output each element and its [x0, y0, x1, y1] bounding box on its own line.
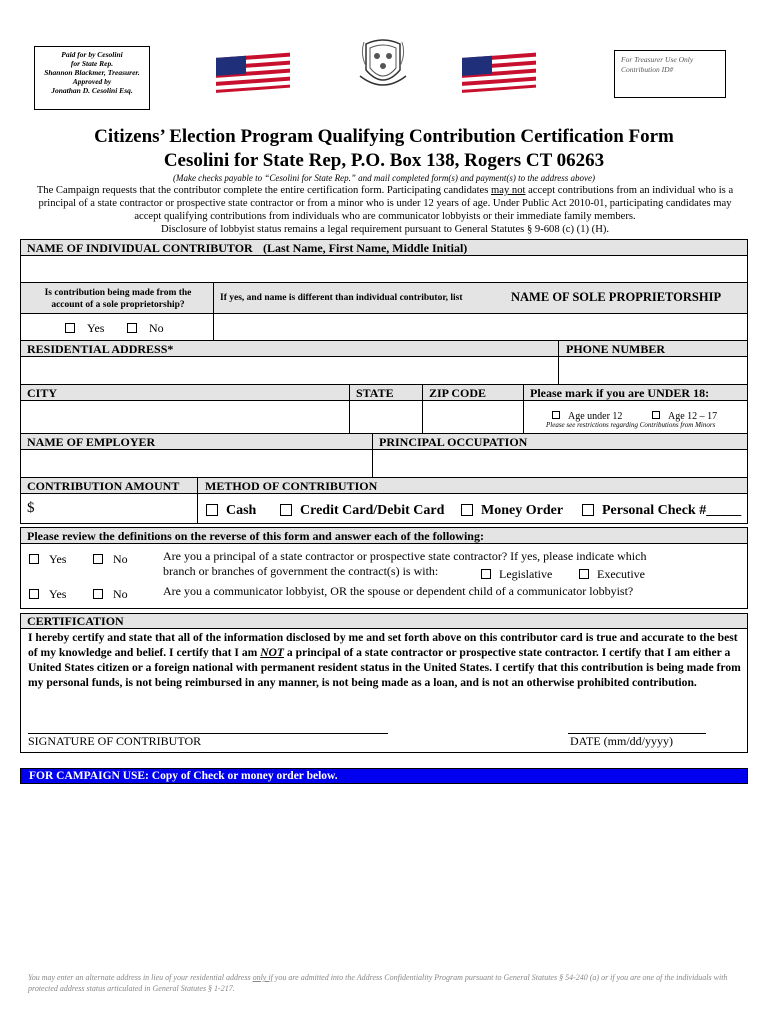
personal-check-option[interactable] — [582, 501, 741, 519]
money-order-option[interactable] — [461, 501, 563, 519]
q1-text: Are you a principal of a state contractor or prospective state contractor? If yes, please indicate which — [163, 549, 647, 563]
city-label: CITY — [27, 386, 58, 400]
card-label: Credit Card/Debit Card — [300, 503, 445, 518]
q2-no-label: No — [113, 587, 128, 601]
date-label: DATE (mm/dd/yyyy) — [570, 734, 673, 748]
review-label: Please review the definitions on the reverse of this form and answer each of the following: — [27, 529, 484, 543]
amount-header — [20, 477, 198, 494]
connecticut-seal-icon — [356, 36, 410, 94]
employer-header — [20, 433, 373, 450]
age-12-17-label: Age 12 – 17 — [668, 411, 718, 422]
cert-not: NOT — [260, 646, 285, 659]
state-label: STATE — [356, 386, 394, 400]
card-checkbox[interactable] — [280, 504, 292, 516]
occupation-label: PRINCIPAL OCCUPATION — [379, 435, 528, 449]
paid-for-line: Paid for by Cesolini — [61, 50, 123, 59]
sole-prop-name-header — [213, 282, 748, 314]
footer-note — [28, 972, 740, 994]
address-input[interactable] — [20, 356, 559, 385]
state-header — [349, 384, 423, 401]
signature-label: SIGNATURE OF CONTRIBUTOR — [28, 734, 202, 748]
certification-text — [28, 630, 742, 690]
certification-header — [20, 613, 748, 629]
amount-input[interactable] — [20, 493, 198, 524]
legislative-checkbox[interactable] — [481, 569, 491, 579]
personal-check-checkbox[interactable] — [582, 504, 594, 516]
q2-no-checkbox[interactable] — [93, 589, 103, 599]
q1-text-line2: branch or branches of government the contract(s) is with: — [163, 564, 439, 578]
paid-for-box — [34, 46, 150, 110]
q1-no-checkbox[interactable] — [93, 554, 103, 564]
executive-label: Executive — [597, 567, 645, 581]
sole-prop-yes[interactable] — [65, 319, 104, 337]
intro-may-not: may not — [491, 185, 526, 196]
treasurer-line: For Treasurer Use Only — [621, 55, 694, 64]
cash-option[interactable] — [206, 501, 256, 519]
under18-header — [523, 384, 748, 401]
under18-label: Please mark if you are UNDER 18: — [530, 386, 710, 400]
q1-yes[interactable] — [29, 550, 66, 568]
zip-label: ZIP CODE — [429, 386, 487, 400]
legislative-label: Legislative — [499, 567, 553, 581]
footer-only-if: only if — [252, 973, 273, 982]
yes-label: Yes — [87, 321, 105, 335]
q1-yes-checkbox[interactable] — [29, 554, 39, 564]
cash-label: Cash — [226, 503, 257, 518]
legislative-option[interactable] — [481, 565, 552, 583]
personal-check-label: Personal Check #_____ — [602, 503, 742, 518]
intro-text: accept contributions from an individual who is a principal of a state contractor or prospective state contractor or from a minor who is under 12 years of age. Under Public Act 2010-01, participating candidates may accept qualifying contributions from individuals who are communicator lobbyists or their immediate family members. — [38, 185, 734, 222]
method-header — [197, 477, 748, 494]
zip-input[interactable] — [422, 400, 524, 434]
sole-prop-if-text: If yes, and name is different than individual contributor, list — [220, 293, 463, 303]
us-flag-icon — [214, 50, 292, 94]
money-order-label: Money Order — [481, 503, 564, 518]
q1-yes-label: Yes — [49, 552, 67, 566]
occupation-header — [372, 433, 748, 450]
age-under-12-label: Age under 12 — [568, 411, 623, 422]
form-subtitle: Cesolini for State Rep, P.O. Box 138, Rogers CT 06263 — [163, 150, 605, 171]
age-12-17-checkbox[interactable] — [652, 411, 660, 419]
age-under-12-checkbox[interactable] — [552, 411, 560, 419]
address-header — [20, 340, 559, 357]
q2-text: Are you a communicator lobbyist, OR the spouse or dependent child of a communicator lobbyist? — [163, 584, 634, 598]
campaign-use-bar — [20, 768, 748, 784]
employer-label: NAME OF EMPLOYER — [27, 435, 156, 449]
footer-text: you are admitted into the Address Confidentiality Program pursuant to General Statutes § 54-240 (a) or if you are one of the individuals with protected address status articulated in General Statutes § 1-217. — [28, 973, 728, 993]
sole-prop-name-input[interactable] — [213, 313, 748, 341]
state-input[interactable] — [349, 400, 423, 434]
under18-cell — [523, 400, 748, 434]
address-label: RESIDENTIAL ADDRESS* — [27, 342, 174, 356]
method-label: METHOD OF CONTRIBUTION — [205, 479, 378, 493]
dollar-sign: $ — [27, 500, 35, 516]
card-option[interactable] — [280, 501, 444, 519]
occupation-input[interactable] — [372, 449, 748, 478]
amount-label: CONTRIBUTION AMOUNT — [27, 479, 180, 493]
us-flag-icon — [460, 50, 538, 94]
q2-yes[interactable] — [29, 585, 66, 603]
phone-input[interactable] — [558, 356, 748, 385]
phone-header — [558, 340, 748, 357]
intro-paragraph — [24, 184, 746, 236]
method-cell — [197, 493, 748, 524]
city-header — [20, 384, 350, 401]
name-hint: (Last Name, First Name, Middle Initial) — [263, 241, 468, 255]
money-order-checkbox[interactable] — [461, 504, 473, 516]
cash-checkbox[interactable] — [206, 504, 218, 516]
q2-yes-checkbox[interactable] — [29, 589, 39, 599]
form-title: Citizens’ Election Program Qualifying Contribution Certification Form — [94, 126, 674, 147]
paid-for-line: for State Rep. — [70, 59, 114, 68]
questions-cell — [20, 543, 748, 609]
q2-yes-label: Yes — [49, 587, 67, 601]
campaign-use-label: FOR CAMPAIGN USE: Copy of Check or money order below. — [29, 770, 338, 782]
q2-no[interactable] — [93, 585, 128, 603]
paid-for-line: Approved by — [72, 77, 112, 86]
sole-prop-q-line: account of a sole proprietorship? — [51, 300, 185, 310]
contribution-id-label: Contribution ID# — [621, 65, 674, 74]
zip-header — [422, 384, 524, 401]
minors-note: Please see restrictions regarding Contributions from Minors — [546, 421, 716, 429]
footer-text: You may enter an alternate address in lieu of your residential address — [28, 973, 253, 982]
name-label: NAME OF INDIVIDUAL CONTRIBUTOR — [27, 241, 253, 255]
sole-prop-question — [20, 282, 214, 314]
q1-no[interactable] — [93, 550, 128, 568]
review-header — [20, 527, 748, 544]
paid-for-line: Shannon Blackmer, Treasurer. — [44, 68, 140, 77]
check-payable-note: (Make checks payable to “Cesolini for State Rep.” and mail completed form(s) and payment(s) to the address above) — [172, 173, 596, 183]
certification-label: CERTIFICATION — [27, 614, 124, 628]
cert-text-part: a principal of a state contractor or prospective state contractor. I certify that I am either a United States citizen or a foreign national with permanent resident status in the United States. I certify that this contribution is being made from my personal funds, is not being reimbursed in any manner, is not being made as a loan, and is not an otherwise prohibited contribution. — [28, 646, 741, 689]
executive-option[interactable] — [579, 565, 645, 583]
no-checkbox[interactable] — [127, 323, 137, 333]
sole-prop-name-label: NAME OF SOLE PROPRIETORSHIP — [511, 290, 722, 304]
paid-for-line: Jonathan D. Cesolini Esq. — [51, 86, 133, 95]
sole-prop-no[interactable] — [127, 319, 164, 337]
name-input[interactable] — [20, 255, 748, 283]
cert-text-part: I hereby certify and state that all of the information disclosed by me and set forth above on this contributor card is true and accurate to the best of my knowledge and belief. I certify that I am — [28, 631, 738, 659]
intro-disclosure: Disclosure of lobbyist status remains a legal requirement pursuant to General Statutes § 9-608 (c) (1) (H). — [160, 224, 610, 235]
phone-label: PHONE NUMBER — [566, 342, 665, 356]
no-label: No — [149, 321, 164, 335]
yes-checkbox[interactable] — [65, 323, 75, 333]
city-input[interactable] — [20, 400, 350, 434]
employer-input[interactable] — [20, 449, 373, 478]
q1-no-label: No — [113, 552, 128, 566]
treasurer-use-box — [614, 50, 726, 98]
executive-checkbox[interactable] — [579, 569, 589, 579]
intro-text: The Campaign requests that the contributor complete the entire certification form. Participating candidates — [36, 185, 492, 196]
sole-prop-q-line: Is contribution being made from the — [44, 288, 192, 298]
name-header — [20, 239, 748, 256]
sole-prop-answer-cell — [20, 313, 214, 341]
